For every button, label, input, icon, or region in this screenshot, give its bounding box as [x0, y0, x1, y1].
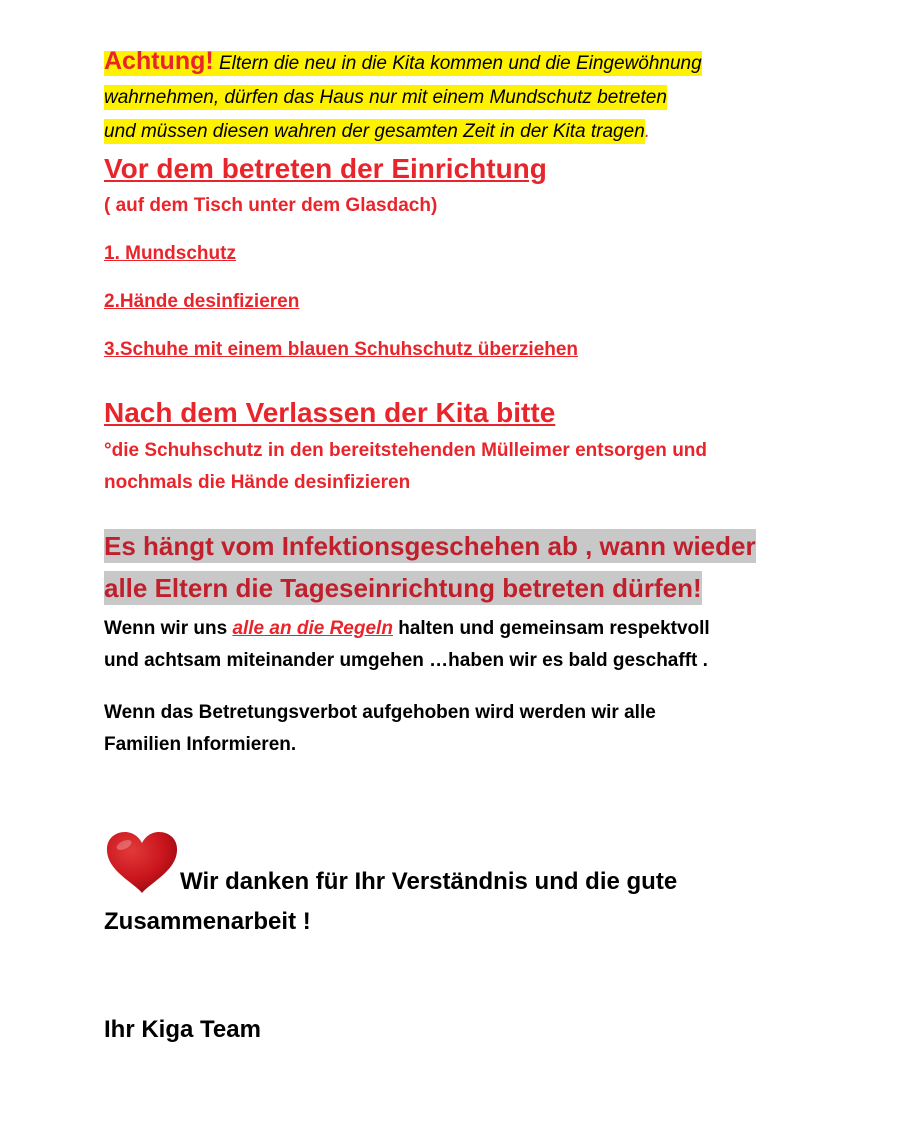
thanks-paragraph: [104, 831, 828, 942]
rules-text-before: Wenn wir uns: [104, 618, 233, 639]
step-1: 1. Mundschutz: [104, 243, 236, 264]
heart-icon: [104, 831, 180, 895]
ban-paragraph: [104, 697, 828, 761]
after-line-2: nochmals die Hände desinfizieren: [104, 472, 411, 493]
notice-line-1: Es hängt vom Infektionsgeschehen ab , wann wieder: [104, 531, 756, 561]
intro-text-1: Eltern die neu in die Kita kommen und die Eingewöhnung: [213, 53, 702, 74]
ban-line-1: Wenn das Betretungsverbot aufgehoben wird werden wir alle: [104, 702, 656, 723]
intro-line-2: wahrnehmen, dürfen das Haus nur mit einem Mundschutz betreten: [104, 87, 667, 108]
intro-line-3-end: .: [644, 121, 651, 142]
location-text: ( auf dem Tisch unter dem Glasdach): [104, 195, 438, 216]
signature: Ihr Kiga Team: [104, 1016, 261, 1043]
rules-paragraph: [104, 613, 828, 677]
ban-line-2: Familien Informieren.: [104, 734, 297, 755]
thanks-line-2: Zusammenarbeit !: [104, 908, 311, 935]
location-note: [104, 193, 828, 219]
rules-highlight: alle an die Regeln: [232, 618, 393, 639]
thanks-line-1: Wir danken für Ihr Verständnis und die gute: [180, 868, 678, 895]
intro-paragraph: [104, 44, 828, 149]
notice-line-2: alle Eltern die Tageseinrichtung betreten dürfen!: [104, 573, 702, 603]
after-leaving-heading: Nach dem Verlassen der Kita bitte: [104, 397, 556, 428]
rules-line-2: und achtsam miteinander umgehen …haben wir es bald geschafft .: [104, 650, 708, 671]
step-2: 2.Hände desinfizieren: [104, 291, 300, 312]
attention-label: Achtung!: [104, 47, 214, 75]
after-line-1: °die Schuhschutz in den bereitstehenden Mülleimer entsorgen und: [104, 440, 708, 461]
step-3: 3.Schuhe mit einem blauen Schuhschutz überziehen: [104, 339, 579, 360]
rules-text-after: halten und gemeinsam respektvoll: [392, 618, 710, 639]
before-entry-heading: Vor dem betreten der Einrichtung: [104, 153, 547, 184]
intro-line-1: [104, 47, 702, 76]
after-leaving-text: [104, 435, 828, 499]
intro-line-3: und müssen diesen wahren der gesamten Zeit in der Kita tragen: [104, 121, 645, 142]
infection-notice: [104, 525, 828, 609]
